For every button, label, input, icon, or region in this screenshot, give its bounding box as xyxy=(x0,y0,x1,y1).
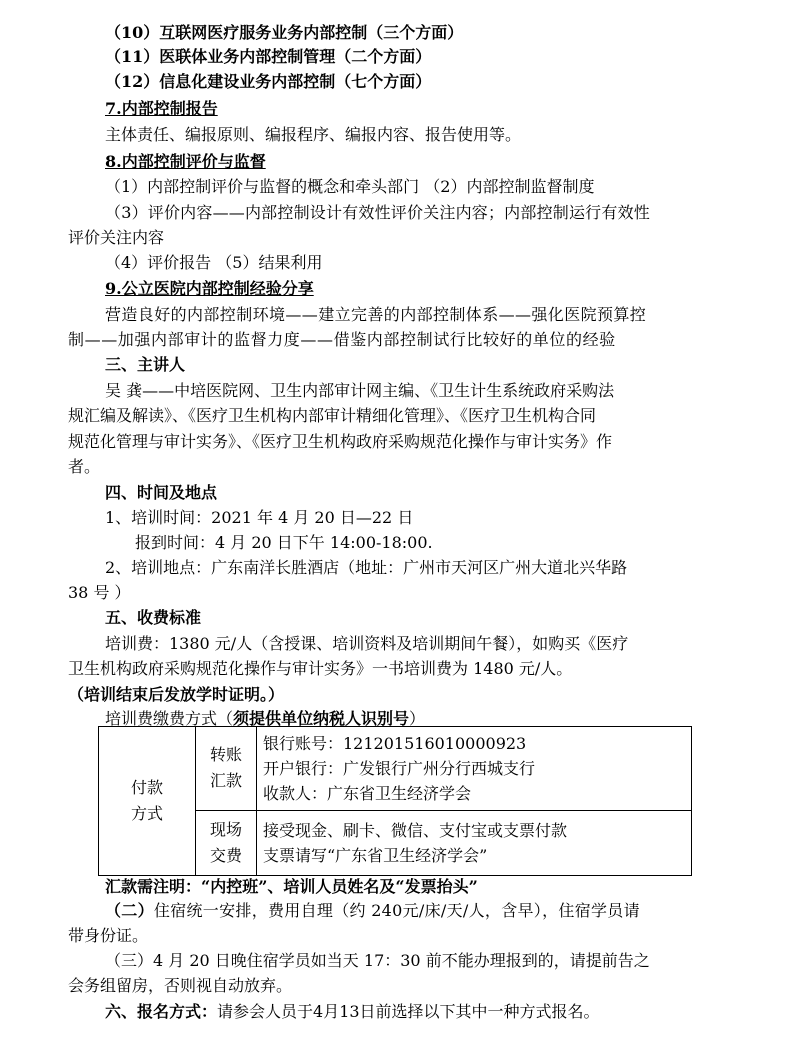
onsite-payment-label-2: 交费 xyxy=(209,845,242,865)
item-11: （11）医联体业务内部控制管理（二个方面） xyxy=(105,47,432,66)
section-8-line-1: （1）内部控制评价与监督的概念和牵头部门 （2）内部控制监督制度 xyxy=(105,177,595,196)
section-7-title: 7.内部控制报告 xyxy=(105,99,218,118)
item-12: （12）信息化建设业务内部控制（七个方面） xyxy=(105,72,432,91)
lodging-text: 住宿统一安排，费用自理（约 240元/床/天/人，含早），住宿学员请 xyxy=(153,901,640,920)
section-9-title: 9.公立医院内部控制经验分享 xyxy=(105,279,314,298)
onsite-payment-methods: 接受现金、刷卡、微信、支付宝或支票付款 xyxy=(263,820,568,840)
section-8-title: 8.内部控制评价与监督 xyxy=(105,152,266,171)
onsite-payment-label-1: 现场 xyxy=(209,819,242,839)
speaker-title: 三、主讲人 xyxy=(105,355,186,374)
bank-transfer-cell xyxy=(196,727,257,811)
section-7-body: 主体责任、编报原则、编报程序、编报内容、报告使用等。 xyxy=(105,125,522,144)
speaker-line-2: 规汇编及解读》、《医疗卫生机构内部审计精细化管理》、《医疗卫生机构合同 xyxy=(68,406,597,425)
cheque-payee-note: 支票请写“广东省卫生经济学会” xyxy=(263,845,488,865)
item-10: （10）互联网医疗服务业务内部控制（三个方面） xyxy=(105,23,464,42)
registration-body: 请参会人员于4月13日前选择以下其中一种方式报名。 xyxy=(217,1002,600,1021)
training-time: 1、培训时间：2021 年 4 月 20 日—22 日 xyxy=(105,508,414,527)
checkin-time: 报到时间：4 月 20 日下午 14:00-18:00. xyxy=(135,533,433,552)
bank-name: 开户银行：广发银行广州分行西城支行 xyxy=(263,758,536,778)
payment-method-label: 培训费缴费方式（ xyxy=(105,709,234,728)
fee-title: 五、收费标准 xyxy=(105,608,202,627)
lodging-line-3: （三）4 月 20 日晚住宿学员如当天 17：30 前不能办理报到的，请提前告之 xyxy=(105,951,650,970)
payment-method-label-end: ） xyxy=(409,709,426,728)
payment-method-label-2: 方式 xyxy=(130,804,163,823)
section-8-line-2b: 评价关注内容 xyxy=(68,228,165,247)
lodging-line-1 xyxy=(105,900,640,922)
section-8-line-2: （3）评价内容——内部控制设计有效性评价关注内容；内部控制运行有效性 xyxy=(105,203,650,222)
payment-method-label-1: 付款 xyxy=(130,778,163,797)
lodging-line-2: 带身份证。 xyxy=(68,926,149,945)
fee-certificate-note: （培训结束后发放学时证明。） xyxy=(68,685,285,704)
bank-transfer-label-1: 转账 xyxy=(209,745,242,765)
fee-line-1: 培训费：1380 元/人（含授课、培训资料及培训期间午餐），如购买《医疗 xyxy=(105,634,629,653)
training-location: 2、培训地点：广东南洋长胜酒店（地址：广州市天河区广州大道北兴华路 xyxy=(105,558,628,577)
speaker-line-4: 者。 xyxy=(68,457,101,476)
speaker-line-1: 吴 龚——中培医院网、卫生内部审计网主编、《卫生计生系统政府采购法 xyxy=(105,381,615,400)
remittance-note: 汇款需注明：“内控班”、培训人员姓名及“发票抬头” xyxy=(105,877,478,896)
lodging-line-4: 会务组留房，否则视自动放弃。 xyxy=(68,976,293,995)
onsite-payment-cell xyxy=(196,810,257,875)
onsite-payment-details xyxy=(257,810,692,875)
payment-method-cell xyxy=(99,727,196,876)
bank-transfer-details xyxy=(257,727,692,811)
tax-id-note: 须提供单位纳税人识别号 xyxy=(233,709,410,728)
speaker-line-3: 规范化管理与审计实务》、《医疗卫生机构政府采购规范化操作与审计实务》作 xyxy=(68,432,613,451)
lodging-marker: （二） xyxy=(105,901,154,920)
training-location-cont: 38 号 ） xyxy=(68,583,131,602)
payment-table xyxy=(98,726,692,876)
fee-line-2: 卫生机构政府采购规范化操作与审计实务》一书培训费为 1480 元/人。 xyxy=(68,659,573,678)
time-place-title: 四、时间及地点 xyxy=(105,483,218,502)
bank-account: 银行账号：121201516010000923 xyxy=(263,733,527,753)
payee: 收款人：广东省卫生经济学会 xyxy=(263,783,472,803)
section-9-line-1: 营造良好的内部控制环境——建立完善的内部控制体系——强化医院预算控 xyxy=(105,305,647,324)
section-9-line-2: 制——加强内部审计的监督力度——借鉴内部控制试行比较好的单位的经验 xyxy=(68,330,616,349)
section-8-line-3: （4）评价报告 （5）结果利用 xyxy=(105,253,323,272)
registration-title: 六、报名方式： xyxy=(105,1002,218,1021)
bank-transfer-label-2: 汇款 xyxy=(209,771,242,791)
registration-line xyxy=(105,1001,600,1023)
